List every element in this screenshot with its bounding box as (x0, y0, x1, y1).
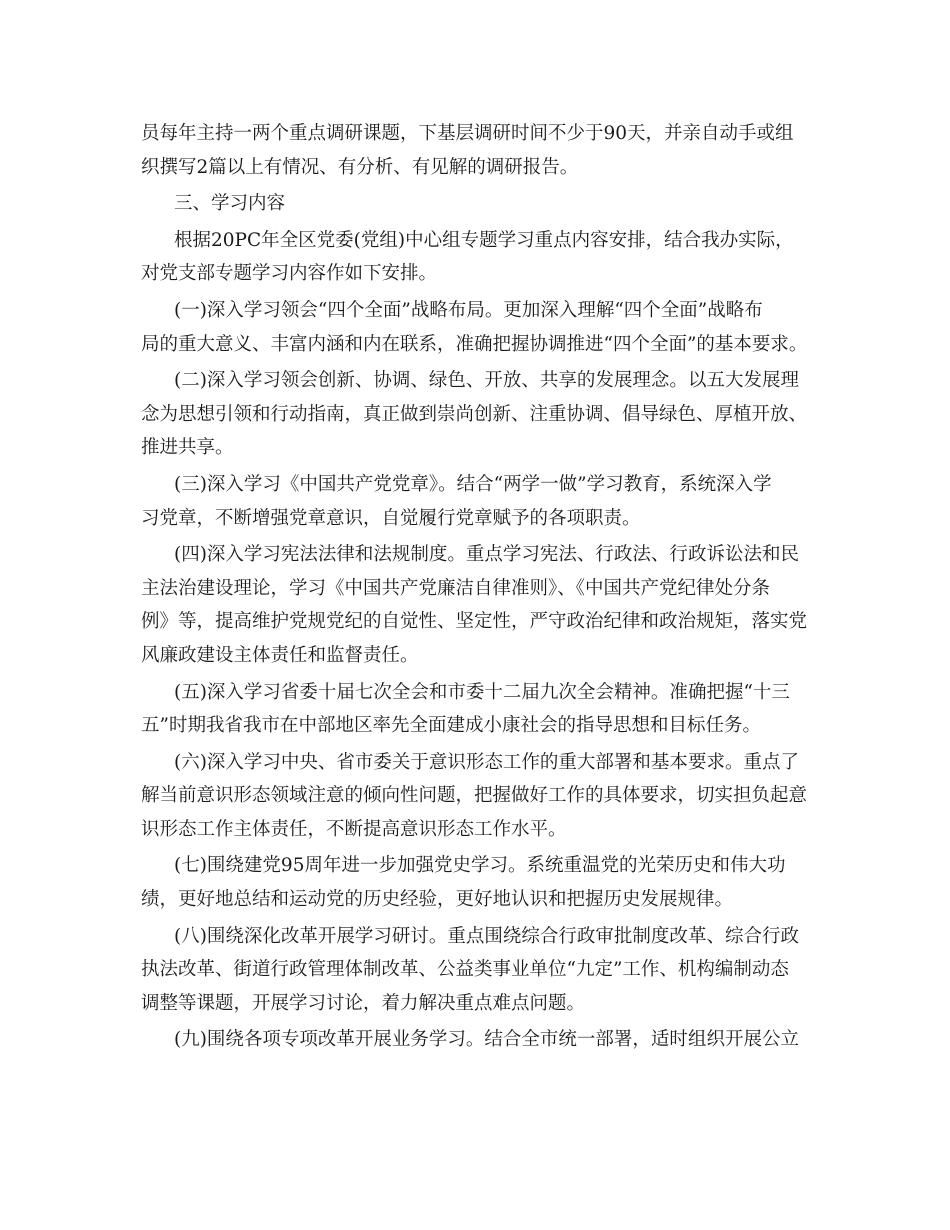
text-line: 局的重大意义、丰富内涵和内在联系，准确把握协调推进“四个全面”的基本要求。 (141, 333, 808, 355)
text-line: (七)围绕建党95周年进一步加强党史学习。系统重温党的光荣历史和伟大功 (174, 855, 786, 877)
text-line: 执法改革、街道行政管理体制改革、公益类事业单位“九定”工作、机构编制动态 (141, 959, 789, 981)
text-line: 识形态工作主体责任，不断提高意识形态工作水平。 (141, 818, 567, 840)
text-line: (二)深入学习领会创新、协调、绿色、开放、共享的发展理念。以五大发展理 (174, 370, 799, 392)
text-line: 推进共享。 (141, 437, 234, 459)
text-line: (八)围绕深化改革开展学习研讨。重点围绕综合行政审批制度改革、综合行政 (174, 925, 799, 947)
text-line: 五”时期我省我市在中部地区率先全面建成小康社会的指导思想和目标任务。 (141, 715, 761, 737)
text-line: 习党章，不断增强党章意识，自觉履行党章赋予的各项职责。 (141, 507, 641, 529)
document-body (141, 117, 831, 1057)
text-line: 调整等课题，开展学习讨论，着力解决重点难点问题。 (141, 992, 586, 1014)
text-line: (一)深入学习领会“四个全面”战略布局。更加深入理解“四个全面”战略布 (174, 299, 763, 321)
text-line: 对党支部专题学习内容作如下安排。 (141, 263, 438, 285)
text-line: 风廉政建设主体责任和监督责任。 (141, 644, 419, 666)
text-line: 根据20PC年全区党委(党组)中心组专题学习重点内容安排，结合我办实际， (174, 229, 794, 251)
text-line: 织撰写2篇以上有情况、有分析、有见解的调研报告。 (141, 156, 579, 178)
text-line: (六)深入学习中央、省市委关于意识形态工作的重大部署和基本要求。重点了 (174, 751, 799, 773)
text-line: (五)深入学习省委十届七次全会和市委十二届九次全会精神。准确把握“十三 (174, 681, 790, 703)
text-line: 员每年主持一两个重点调研课题，下基层调研时间不少于90天，并亲自动手或组 (141, 123, 794, 144)
text-line: (四)深入学习宪法法律和法规制度。重点学习宪法、行政法、行政诉讼法和民 (174, 544, 799, 566)
text-line: 例》等，提高维护党规党纪的自觉性、坚定性，严守政治纪律和政治规矩，落实党 (141, 611, 808, 633)
text-line: 解当前意识形态领域注意的倾向性问题，把握做好工作的具体要求，切实担负起意 (141, 785, 808, 807)
text-line: 三、学习内容 (174, 193, 286, 215)
text-line: 念为思想引领和行动指南，真正做到崇尚创新、注重协调、倡导绿色、厚植开放、 (141, 403, 808, 425)
text-line: 主法治建设理论，学习《中国共产党廉洁自律准则》、《中国共产党纪律处分条 (141, 577, 771, 599)
text-line: (九)围绕各项专项改革开展业务学习。结合全市统一部署，适时组织开展公立 (174, 1029, 799, 1051)
text-line: 绩，更好地总结和运动党的历史经验，更好地认识和把握历史发展规律。 (141, 889, 734, 911)
text-line: (三)深入学习《中国共产党党章》。结合“两学一做”学习教育，系统深入学 (174, 473, 772, 495)
